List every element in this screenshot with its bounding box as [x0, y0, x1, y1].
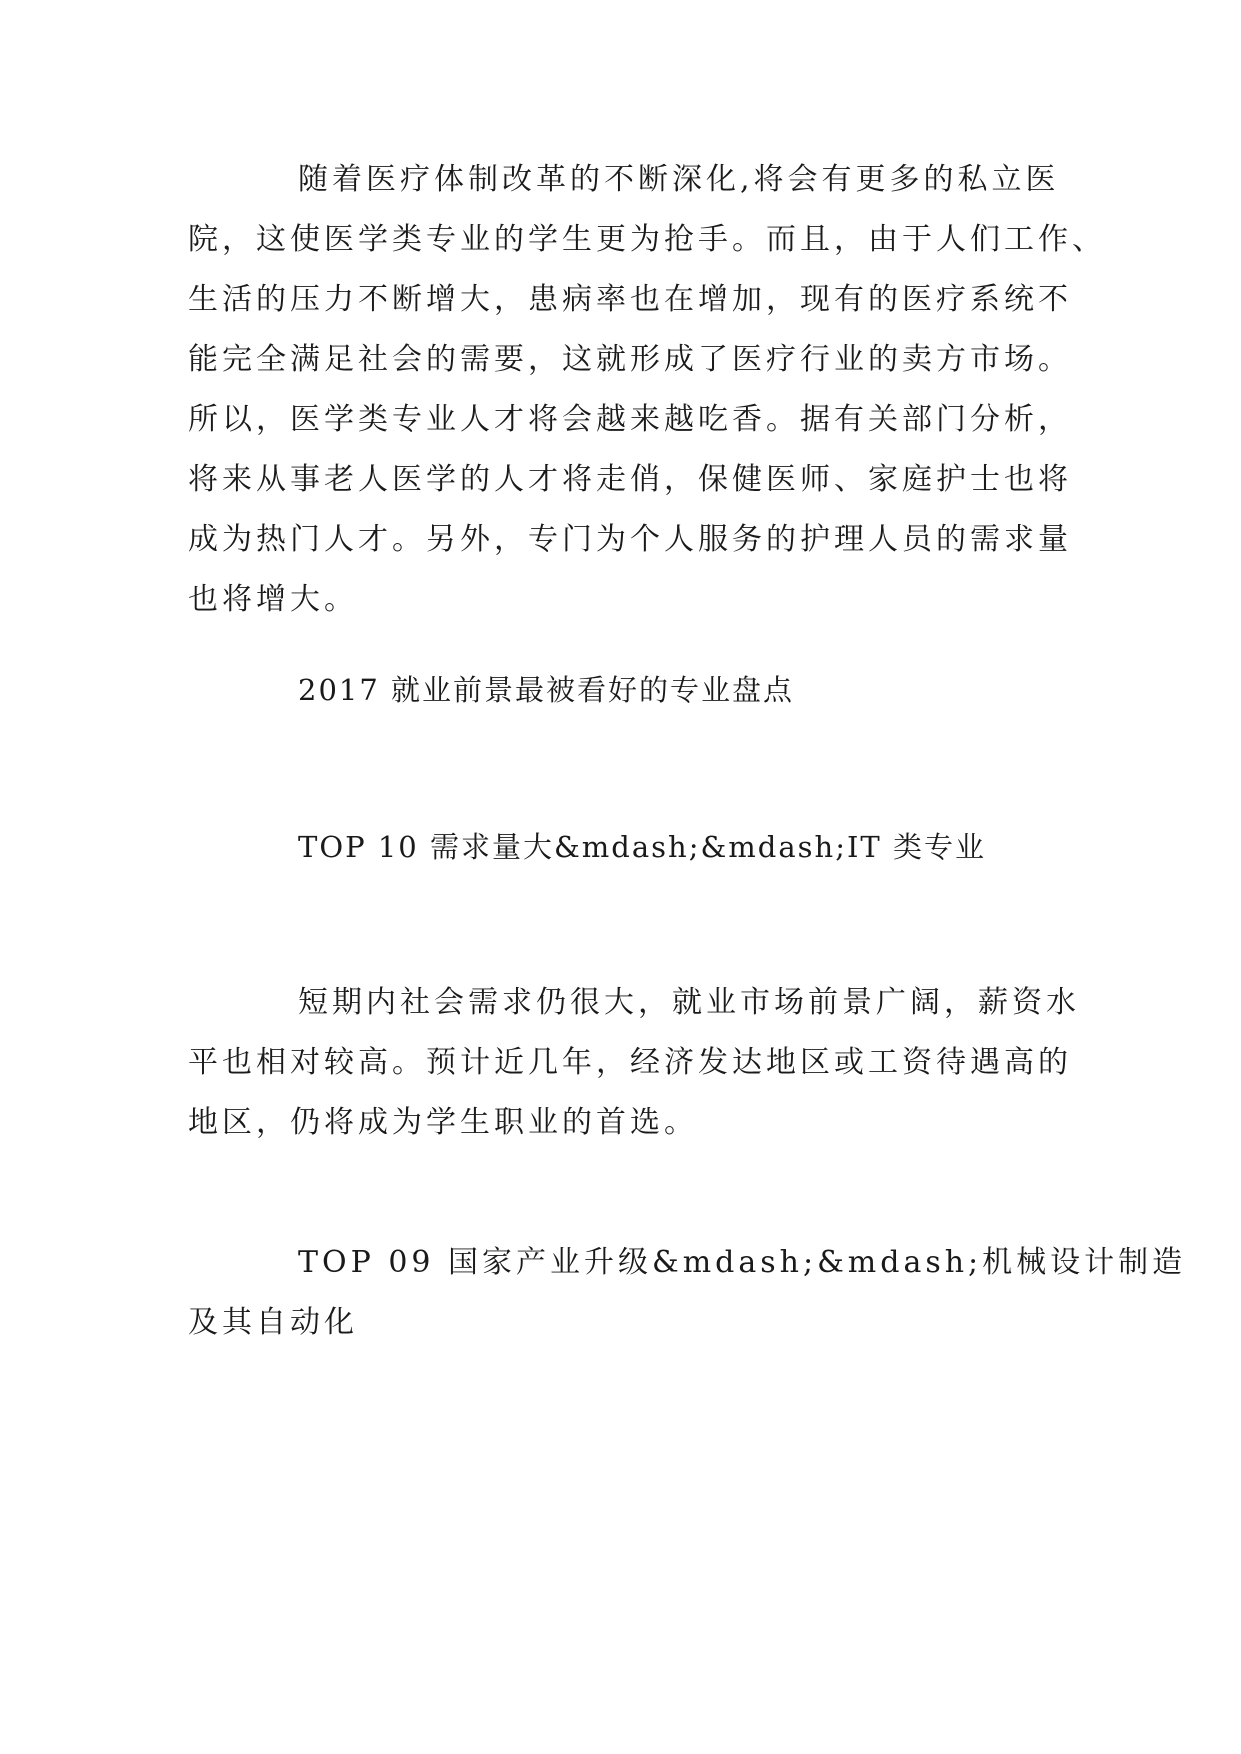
paragraph-it-demand [188, 973, 1080, 1153]
paragraph-line: 所以，医学类专业人才将会越来越吃香。据有关部门分析， [188, 402, 1072, 437]
paragraph-line: 及其自动化 [188, 1305, 358, 1340]
paragraph-line: 将来从事老人医学的人才将走俏，保健医师、家庭护士也将 [188, 462, 1072, 497]
paragraph-line: 短期内社会需求仍很大，就业市场前景广阔，薪资水 [298, 985, 1080, 1020]
paragraph-line: 平也相对较高。预计近几年，经济发达地区或工资待遇高的 [188, 1045, 1072, 1080]
paragraph-line: 生活的压力不断增大，患病率也在增加，现有的医疗系统不 [188, 282, 1072, 317]
paragraph-line: 成为热门人才。另外，专门为个人服务的护理人员的需求量 [188, 522, 1072, 557]
paragraph-line: 随着医疗体制改革的不断深化,将会有更多的私立医 [298, 162, 1060, 197]
paragraph-line: 也将增大。 [188, 582, 358, 617]
section-heading-top09: TOP 09 国家产业升级&mdash;&mdash;机械设计制造 [298, 1245, 1187, 1280]
paragraph-top09 [188, 1233, 1187, 1353]
paragraph-medical-demand [188, 150, 1106, 630]
paragraph-line: 能完全满足社会的需要，这就形成了医疗行业的卖方市场。 [188, 342, 1072, 377]
paragraph-line: 地区，仍将成为学生职业的首选。 [188, 1105, 698, 1140]
section-heading-2017: 2017 就业前景最被看好的专业盘点 [298, 673, 795, 707]
paragraph-line: 院，这使医学类专业的学生更为抢手。而且，由于人们工作、 [188, 222, 1106, 257]
section-heading-top10: TOP 10 需求量大&mdash;&mdash;IT 类专业 [298, 830, 986, 864]
